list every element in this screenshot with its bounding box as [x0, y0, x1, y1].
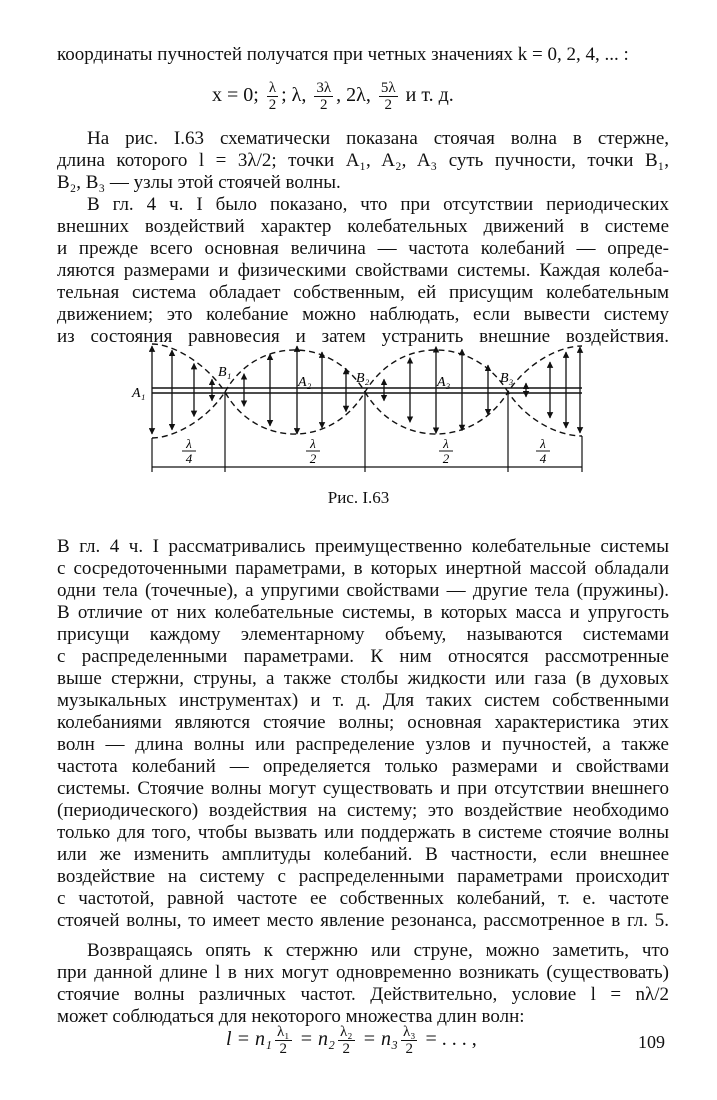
text-line: присущи каждому элементарному объему, называются системами	[57, 624, 669, 645]
text-line: только для того, чтобы вызвать или поддержать в системе стоячие волны	[57, 822, 669, 843]
text-line: В гл. 4 ч. I рассматривались преимущественно колебательные системы	[57, 536, 669, 557]
text-line: движением; это колебание можно наблюдать, если вывести систему	[57, 304, 669, 325]
dim-numerator: λ	[186, 436, 192, 451]
dim-denominator: 2	[442, 451, 450, 466]
fraction-numerator: λ₂	[339, 1024, 353, 1040]
point-label-a3: A₃	[437, 375, 451, 390]
formula-part: и т. д.	[400, 84, 454, 107]
text-line: с сосредоточенными параметрами, в которых инертной массой обладали	[57, 558, 669, 579]
dim-denominator: 4	[539, 451, 547, 466]
dim-numerator: λ	[443, 436, 449, 451]
formula-part: , 2λ,	[336, 84, 371, 107]
text-line: В гл. 4 ч. I было показано, что при отсутствии периодических	[87, 194, 669, 215]
formula-part: = n₂	[294, 1028, 335, 1051]
fraction	[314, 80, 333, 113]
dimension-labels	[182, 436, 550, 466]
text-line: частота колебаний — определяется только размерами и свойствами	[57, 756, 669, 777]
text-line: Возвращаясь опять к стержню или струне, можно заметить, что	[87, 940, 669, 961]
formula-part: = . . . ,	[420, 1028, 477, 1051]
text-line: выше стержни, струны, а также столбы жидкости или газа (в духовых	[57, 668, 669, 689]
text-line: с распределенными параметрами. К ним относятся рассмотренные	[57, 646, 669, 667]
text-line: На рис. I.63 схематически показана стоячая волна в стержне,	[87, 128, 669, 149]
formula-wavelengths	[226, 1024, 477, 1057]
figure-caption: Рис. I.63	[327, 488, 390, 507]
fraction-denominator: 2	[279, 1041, 288, 1057]
fraction-denominator: 2	[342, 1041, 350, 1057]
fraction-numerator: 5λ	[380, 80, 396, 96]
text-line: B₂, B₃ — узлы этой стоячей волны.	[57, 172, 341, 193]
text-line: и прежде всего основная величина — частота колебаний — опреде-	[57, 238, 669, 259]
text-line: колебаниями являются стоячие волны; основная характеристика этих	[57, 712, 669, 733]
fraction-denominator: 2	[268, 97, 277, 113]
text-line: волн — длина волны или распределение узлов и пучностей, а также	[57, 734, 669, 755]
dim-numerator: λ	[310, 436, 316, 451]
text-line: воздействие на систему с распределенными параметрами происходит	[57, 866, 669, 887]
text-line: одни тела (точечные), а упругими свойствами — другие тела (пружины).	[57, 580, 669, 601]
fraction-denominator: 2	[384, 97, 393, 113]
fraction	[401, 1024, 418, 1057]
wave-envelope-lower	[152, 392, 582, 438]
dim-denominator: 2	[309, 451, 317, 466]
text-line: длина которого l = 3λ/2; точки A₁, A₂, A₃ суть пучности, точки B₁,	[57, 150, 669, 171]
fraction-numerator: λ₃	[402, 1024, 416, 1040]
text-line: музыкальных инструментах) и т. д. Для таких систем собственными	[57, 690, 669, 711]
fraction	[267, 80, 278, 113]
page-number: 109	[638, 1032, 665, 1052]
text-line: стоячей волны, то имеет место явление резонанса, рассмотренное в гл. 5.	[57, 910, 669, 931]
text-line: при данной длине l в них могут одновременно возникать (существовать)	[57, 962, 669, 983]
point-label-b1: B₁	[218, 365, 232, 380]
text-line: В отличие от них колебательные системы, в которых масса и упругость	[57, 602, 669, 623]
fraction-numerator: λ₁	[277, 1024, 290, 1040]
fraction	[379, 80, 398, 113]
fraction	[338, 1024, 355, 1057]
point-label-a1: A₁	[132, 386, 146, 401]
fraction-denominator: 2	[405, 1041, 413, 1057]
text-line: ляются размерами и физическими свойствами системы. Каждая колеба-	[57, 260, 669, 281]
standing-wave-figure	[0, 340, 717, 480]
fraction-denominator: 2	[320, 97, 328, 113]
formula-part: ; λ,	[281, 84, 307, 107]
point-label-a2: A₂	[298, 375, 312, 390]
fraction-numerator: λ	[268, 80, 277, 96]
text-line: может соблюдаться для некоторого множества длин волн:	[57, 1006, 525, 1027]
point-label-b2: B₂	[356, 371, 370, 386]
text-line: системы. Стоячие волны могут существовать и при отсутствии внешнего	[57, 778, 669, 799]
text-line: из состояния равновесия и затем устранить внешние воздействия.	[57, 326, 669, 347]
text-line: тельная система обладает собственным, ей присущим колебательным	[57, 282, 669, 303]
formula-part: = n₃	[357, 1028, 398, 1051]
formula-part: l = n₁	[226, 1028, 273, 1051]
point-label-b3: B₃	[500, 371, 514, 386]
text-line: или же изменить амплитуды колебаний. В частности, если внешнее	[57, 844, 669, 865]
text-line: (периодического) воздействия на систему; это воздействие необходимо	[57, 800, 669, 821]
formula-antinodes	[212, 80, 454, 113]
formula-part: x = 0;	[212, 84, 259, 107]
text-line: с частотой, равной частоте ее собственных колебаний, т. е. частоте	[57, 888, 669, 909]
text-line: стоячие волны различных частот. Действительно, условие l = nλ/2	[57, 984, 669, 1005]
fraction-numerator: 3λ	[316, 80, 332, 96]
dim-denominator: 4	[185, 451, 193, 466]
text-line: внешних воздействий характер колебательных движений в системе	[57, 216, 669, 237]
text-line: координаты пучностей получатся при четных значениях k = 0, 2, 4, ... :	[57, 44, 629, 65]
fraction	[275, 1024, 292, 1057]
dim-numerator: λ	[540, 436, 546, 451]
